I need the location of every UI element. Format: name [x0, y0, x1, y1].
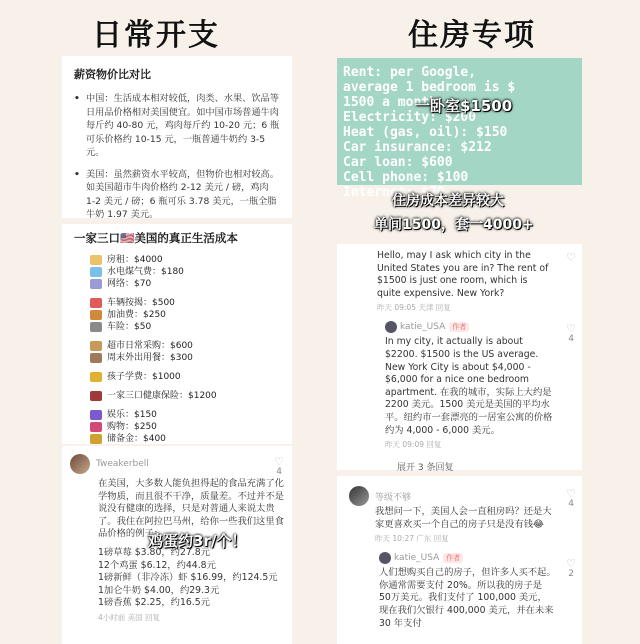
price-item: 1加仑牛奶 $4.00，约29.3元 — [98, 584, 220, 596]
like-button[interactable]: ♡ 4 — [274, 455, 284, 477]
expense-item: 车险：$50 — [90, 321, 280, 333]
rent-line: Cell phone: $100 — [343, 170, 469, 185]
rent-line: Car loan: $600 — [343, 155, 453, 170]
rent-lines — [343, 65, 576, 200]
author-badge: 作者 — [449, 322, 469, 332]
comment-meta[interactable]: 4小时前 美国 回复 — [98, 612, 161, 622]
reply-username[interactable]: katie_USA — [394, 553, 440, 564]
expense-group — [90, 409, 280, 445]
like-button[interactable] — [566, 252, 576, 263]
expense-icon — [90, 310, 102, 320]
expense-group — [90, 254, 280, 290]
rent-line: average 1 bedroom is $ — [343, 80, 516, 95]
salary-card-title: 薪资物价比对比 — [74, 68, 151, 81]
bullet-china: • 中国：生活成本相对较低，肉类、水果、饮品等日用品价格相对美国便宜。如中国市场普通牛肉每斤约 40-80 元，鸡肉每斤约 10-20 元；6 瓶可乐价格约 10-15 元，一瓶普通牛奶约 3-5 元。 — [74, 93, 280, 158]
expense-list — [74, 254, 280, 445]
price-item: 1磅草莓 $3.80，约27.8元 — [98, 546, 210, 558]
expense-icon — [90, 353, 102, 363]
family-card-title: 一家三口🇺🇸美国的真正生活成本 — [74, 231, 238, 245]
rent-line: Car insurance: $212 — [343, 140, 492, 155]
expense-icon — [90, 298, 102, 308]
salary-comparison-card — [62, 56, 292, 218]
expense-item: 一家三口健康保险：$1200 — [90, 390, 280, 402]
heart-icon: ♡ — [566, 251, 576, 264]
reply-text: 人们想购买自己的房子，但许多人买不起。你通常需要支付 20%。所以我的房子是 50万美元。我们支付了 100,000 美元，现在我们欠银行 400,000 美元，并在未来 30 年支付 — [379, 567, 556, 629]
expense-group — [90, 390, 280, 402]
comment-meta[interactable]: 昨天 10:27 广东 回复 — [375, 534, 449, 544]
expense-item: 娱乐：$150 — [90, 409, 280, 421]
author-reply — [385, 321, 576, 450]
bullet-usa: • 美国：虽然薪资水平较高，但物价也相对较高。如美国超市牛肉价格约 2-12 美元 / 磅，鸡肉 1-2 美元 / 磅；6 瓶可乐 3.78 美元，一瓶全脂牛奶 1.97 美元。 — [74, 168, 279, 220]
expense-item: 水电煤气费：$180 — [90, 266, 280, 278]
expense-item: 周末外出用餐：$300 — [90, 352, 280, 364]
comment-username[interactable]: Tweakerbell — [96, 459, 149, 469]
housing-caption-2: 单间1500，套一4000+ — [374, 217, 534, 233]
price-item: 1磅香蕉 $2.25，约16.5元 — [98, 597, 210, 609]
price-list — [98, 547, 284, 610]
expense-icon — [90, 267, 102, 277]
comment-text: 在美国，大多数人能负担得起的食品充满了化学物质，而且很不干净，质量差。不过并不是说没有健康的选择，只是对普通人来说太贵了。我住在阿拉巴马州，给你一些我们这里食品价格的例子： — [98, 478, 284, 540]
one-bedroom-overlay: 一卧室$1500 — [415, 97, 513, 115]
avatar[interactable] — [379, 552, 391, 564]
like-button[interactable]: ♡ 2 — [566, 557, 576, 580]
heart-icon: ♡ — [566, 487, 576, 500]
expense-item: 孩子学费：$1000 — [90, 371, 280, 383]
expense-icon — [90, 422, 102, 432]
comment-meta[interactable]: 昨天 09:05 天津 回复 — [377, 303, 451, 313]
rent-line: Heat (gas, oil): $150 — [343, 125, 508, 140]
expense-item: 超市日常采购：$600 — [90, 340, 280, 352]
comment-username[interactable]: 等级不够 — [375, 492, 412, 503]
reply-username[interactable]: katie_USA — [400, 322, 446, 333]
like-button[interactable]: ♡ 4 — [566, 487, 576, 509]
expense-icon — [90, 434, 102, 444]
heart-icon: ♡ — [566, 557, 576, 571]
family-cost-card — [62, 224, 292, 444]
housing-caption-1: 住房成本差异较大 — [392, 193, 504, 209]
expense-item: 购物：$250 — [90, 421, 280, 433]
expense-icon — [90, 255, 102, 265]
like-button[interactable]: ♡ 4 — [566, 322, 576, 345]
comment-card-right-2 — [337, 476, 582, 644]
avatar[interactable] — [385, 321, 397, 333]
expense-icon — [90, 279, 102, 289]
expense-icon — [90, 341, 102, 351]
reply-meta[interactable]: 昨天 09:09 回复 — [385, 440, 442, 450]
expense-group — [90, 297, 280, 333]
expense-item: 加油费：$250 — [90, 309, 280, 321]
reply-text: In my city, it actually is about $2200. $1500 is the US average. New York City is about $4,000 - $6,000 for a nice one bedroom apartment. 在我的城市，实际上大约是 2200 美元。1500 美元是美国的平均水平。纽约市一套漂亮的一居室公寓的价格约为 4,000 - 6,000 美元。 — [385, 336, 553, 436]
rent-list-card — [337, 58, 582, 200]
expense-item: 房租：$4000 — [90, 254, 280, 266]
expense-icon — [90, 372, 102, 382]
comment-card-right — [337, 244, 582, 474]
heading-daily-expenses: 日常开支 — [92, 18, 220, 53]
rent-line: Electricity: $200 — [343, 110, 477, 125]
comment-text: Hello, may I ask which city in the United States you are in? The rent of $1500 is just one room, which is quite expensive. New York? — [377, 250, 549, 299]
comment-text: 我想问一下，美国人会一直租房吗？还是大家更喜欢买一个自己的房子只是没有钱😂 — [375, 506, 552, 530]
author-reply — [379, 552, 576, 630]
rent-line: Internet: $70 — [343, 185, 445, 200]
expense-item: 车辆按揭：$500 — [90, 297, 280, 309]
expense-icon — [90, 410, 102, 420]
expense-item: 网络：$70 — [90, 278, 280, 290]
rent-line: Rent: per Google, — [343, 65, 477, 80]
expense-item: 储备金：$400 — [90, 433, 280, 445]
expense-icon — [90, 391, 102, 401]
heart-icon: ♡ — [274, 455, 284, 468]
expense-icon — [90, 322, 102, 332]
egg-price-overlay: 鸡蛋约3r/个！ — [148, 532, 247, 550]
expense-group — [90, 340, 280, 364]
rent-line: 1500 a month — [343, 95, 437, 110]
price-item: 1磅新鲜（非冷冻）虾 $16.99，约124.5元 — [98, 572, 278, 584]
avatar[interactable] — [349, 486, 369, 506]
heading-housing: 住房专项 — [408, 18, 536, 53]
expense-group — [90, 371, 280, 383]
price-item: 12个鸡蛋 $6.12，约44.8元 — [98, 559, 216, 571]
expand-replies-link[interactable]: 展开 3 条回复 — [397, 463, 454, 474]
avatar[interactable] — [70, 454, 90, 474]
author-badge: 作者 — [443, 553, 463, 563]
heart-icon: ♡ — [566, 322, 576, 336]
